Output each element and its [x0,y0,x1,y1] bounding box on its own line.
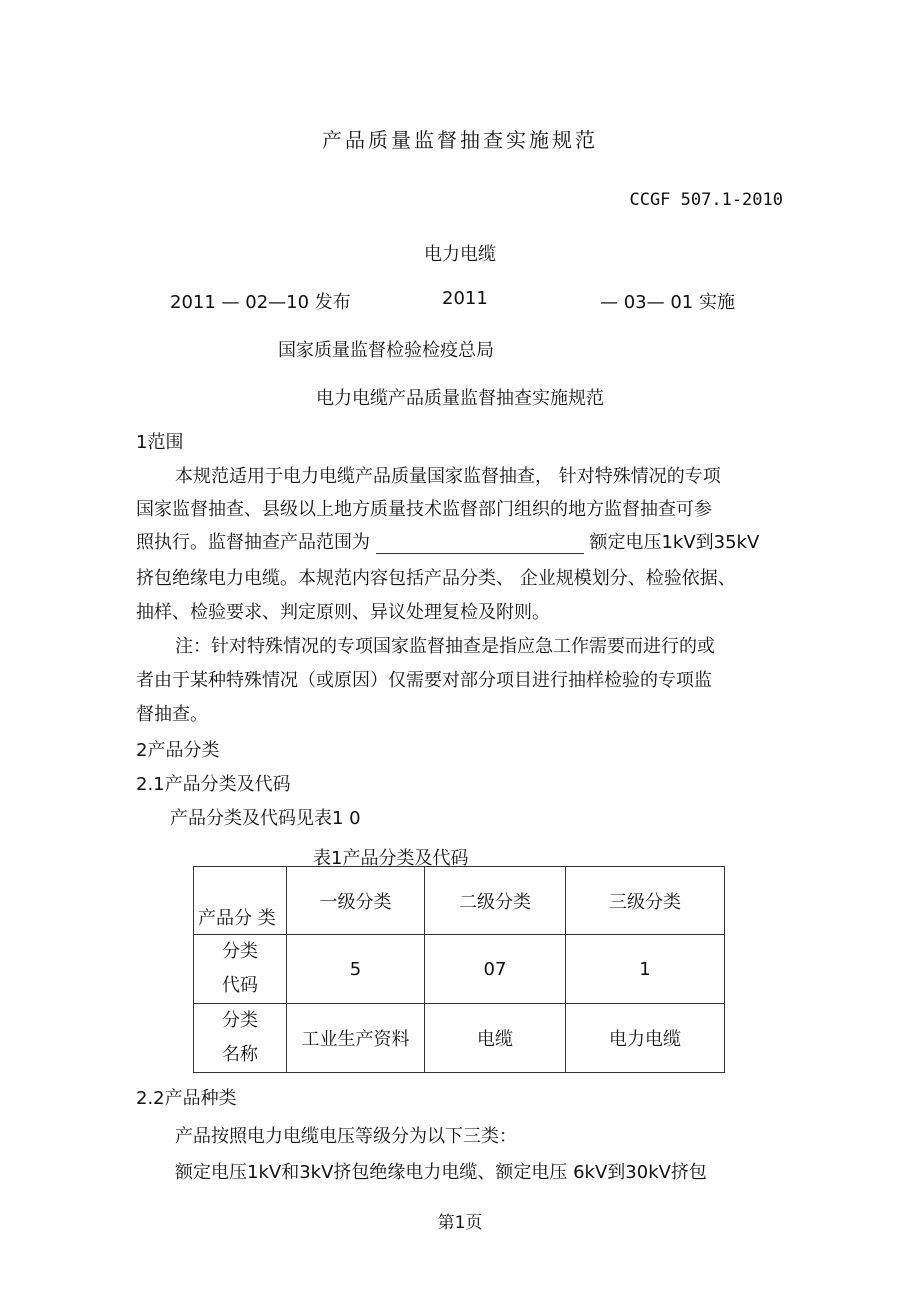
standard-number: CCGF 507.1-2010 [629,190,783,210]
table-row [194,935,725,1004]
table-cell: 1 [566,935,725,1004]
document-subtitle: 电力电缆产品质量监督抽查实施规范 [316,388,604,409]
section-1-heading: 1范围 [136,432,184,453]
scope-line-5: 抽样、检验要求、判定原则、异议处理复检及附则。 [136,602,550,623]
implementation-date: — 03— 01 实施 [600,292,735,313]
section-2-1-text: 产品分类及代码见表1 0 [170,808,361,829]
table-cell: 电缆 [425,1004,566,1073]
scope-line-3-text: 照执行。监督抽查产品范围为 [136,532,370,553]
table-cell: 07 [425,935,566,1004]
scope-line-3-voltage: 额定电压1kV到35kV [589,532,760,553]
table-cell: 电力电缆 [566,1004,725,1073]
note-line-2: 者由于某种特殊情况（或原因）仅需要对部分项目进行抽样检验的专项监 [136,670,712,691]
implementation-year: 2011 [442,288,488,309]
section-2-2-line-2: 额定电压1kV和3kV挤包绝缘电力电缆、额定电压 6kV到30kV挤包 [175,1162,707,1183]
classification-table [193,866,725,1073]
note-line-3: 督抽查。 [136,704,208,725]
section-2-1-heading: 2.1产品分类及代码 [136,774,291,795]
blank-underline [376,535,584,554]
table-cell: 5 [287,935,425,1004]
scope-line-3 [136,528,759,554]
section-2-2-line-1: 产品按照电力电缆电压等级分为以下三类： [175,1126,517,1147]
page-number: 第1页 [437,1213,483,1233]
table-header-row [194,867,725,935]
table-header-cell: 二级分类 [425,867,566,935]
issuer: 国家质量监督检验检疫总局 [278,340,494,361]
table-row [194,1004,725,1073]
section-2-2-heading: 2.2产品种类 [136,1088,237,1109]
table-header-cell: 产品分 类 [194,867,287,935]
section-2-heading: 2产品分类 [136,740,220,761]
table-cell: 分类代码 [194,935,287,1004]
issue-date: 2011 — 02—10 发布 [170,292,351,313]
table-caption: 表1产品分类及代码 [313,848,469,869]
note-line-1: 注：针对特殊情况的专项国家监督抽查是指应急工作需要而进行的或 [175,636,715,657]
table-header-cell: 一级分类 [287,867,425,935]
document-title: 产品质量监督抽查实施规范 [322,128,598,152]
scope-line-2: 国家监督抽查、县级以上地方质量技术监督部门组织的地方监督抽查可参 [136,499,712,520]
table-header-cell: 三级分类 [566,867,725,935]
scope-line-1: 本规范适用于电力电缆产品质量国家监督抽查， 针对特殊情况的专项 [175,466,721,487]
table-cell: 分类名称 [194,1004,287,1073]
scope-line-4: 挤包绝缘电力电缆。本规范内容包括产品分类、 企业规模划分、检验依据、 [136,568,736,589]
subject-title: 电力电缆 [424,244,496,265]
table-cell: 工业生产资料 [287,1004,425,1073]
